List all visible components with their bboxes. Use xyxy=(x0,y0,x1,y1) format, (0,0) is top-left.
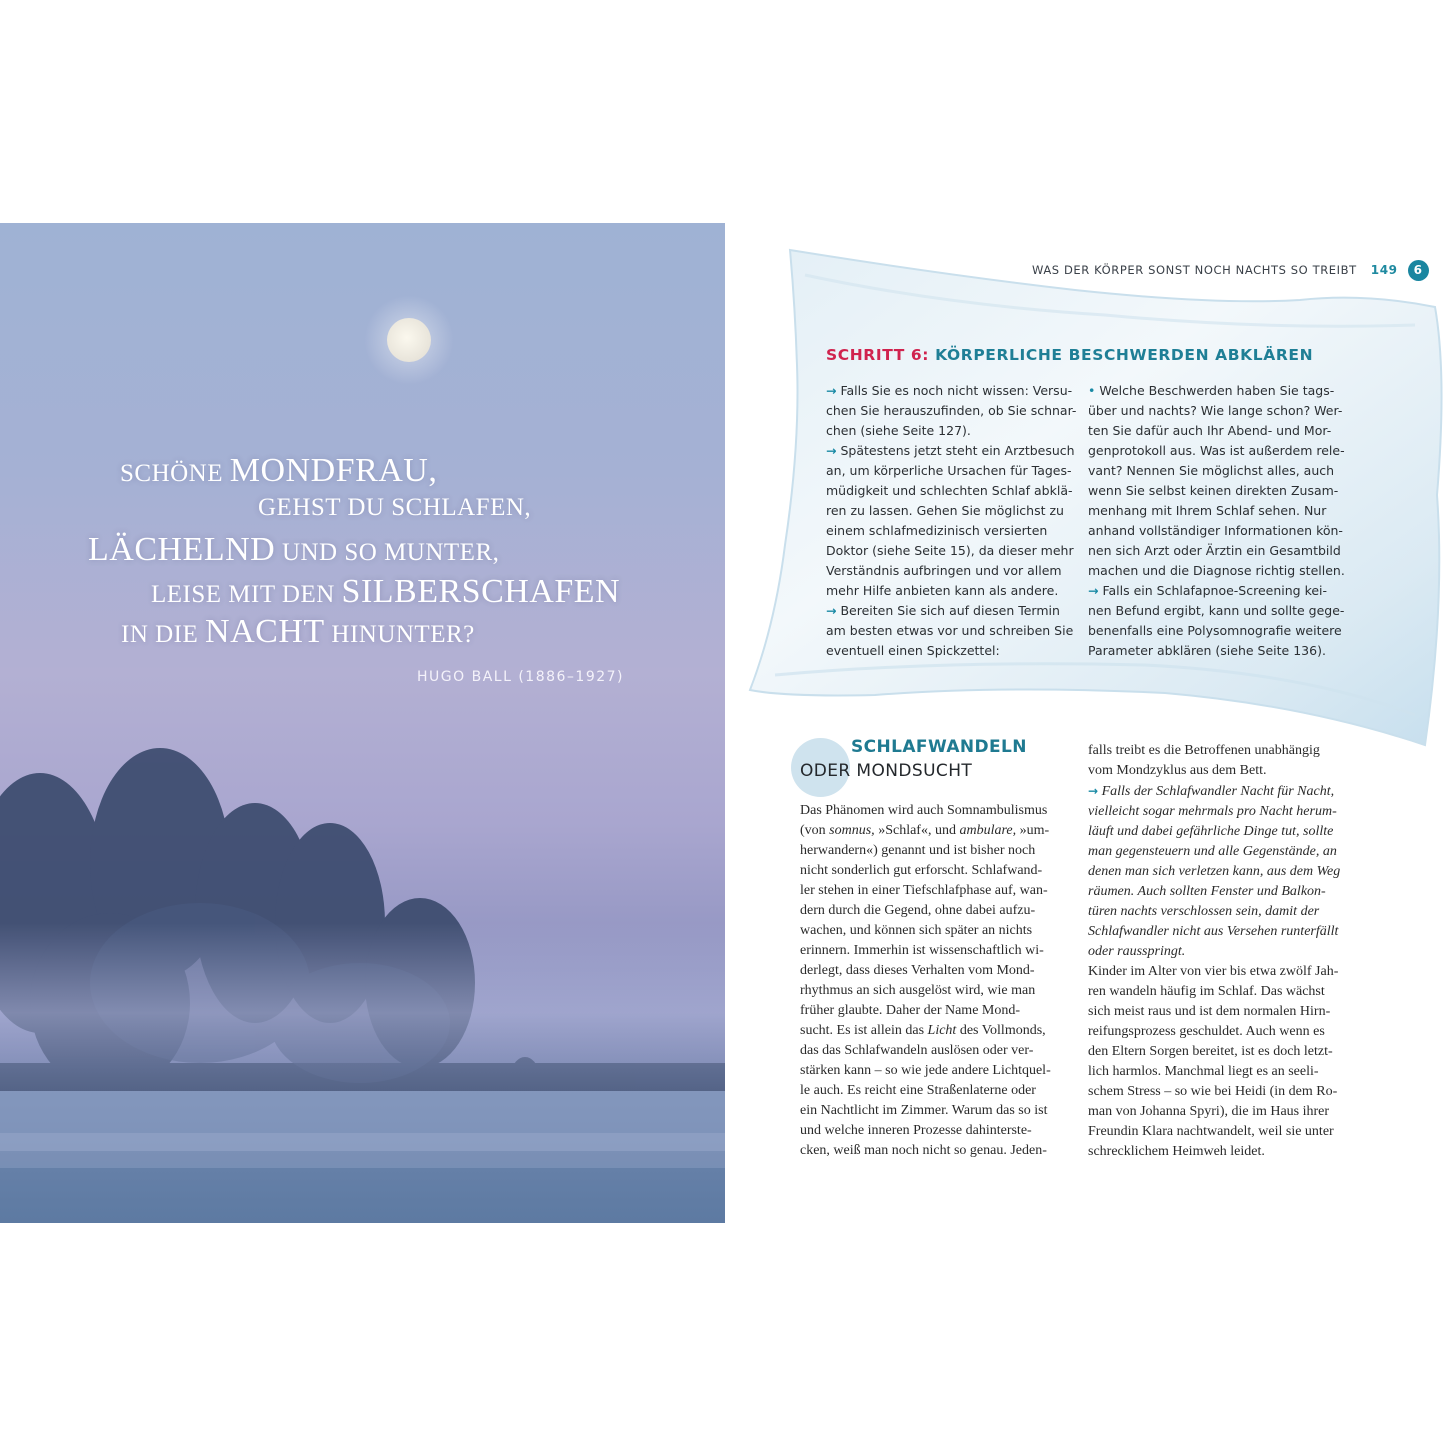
text-line xyxy=(1088,421,1352,441)
line-emphasis: somnus, xyxy=(829,823,875,838)
line-text: sich meist raus und ist dem normalen Hirn- xyxy=(1088,1004,1331,1019)
line-text: »um- xyxy=(1016,823,1050,838)
line-text: »Schlaf«, und xyxy=(874,823,960,838)
text-line xyxy=(800,841,1072,861)
line-text: stärken kann – so wie jede andere Lichtquel- xyxy=(800,1063,1051,1078)
line-emphasis: Licht xyxy=(927,1023,957,1038)
text-line xyxy=(1088,842,1360,862)
text-line xyxy=(800,1061,1072,1081)
text-line xyxy=(1088,1062,1360,1082)
line-text: das das Schlafwandeln auslösen oder ver- xyxy=(800,1043,1034,1058)
text-line xyxy=(1088,521,1352,541)
line-emphasis: Falls der Schlafwandler Nacht für Nacht, xyxy=(1101,784,1335,799)
text-line xyxy=(800,821,1072,841)
line-text: reifungsprozess geschuldet. Auch wenn es xyxy=(1088,1024,1325,1039)
line-text: rhythmus an sich ausgelöst wird, wie man xyxy=(800,983,1036,998)
text-line xyxy=(1088,1082,1360,1102)
line-text: Verständnis aufbringen und vor allem xyxy=(826,563,1062,578)
running-header xyxy=(1032,262,1429,278)
line-emphasis: vielleicht sogar mehrmals pro Nacht herum- xyxy=(1088,804,1337,819)
arrow-icon: → xyxy=(826,603,837,618)
page-number: 149 xyxy=(1370,263,1398,277)
poem-author: HUGO BALL (1886–1927) xyxy=(417,669,625,685)
text-line xyxy=(826,601,1090,621)
text-line xyxy=(1088,802,1360,822)
text-line xyxy=(800,1041,1072,1061)
text-line xyxy=(1088,501,1352,521)
line-text: und welche inneren Prozesse dahinterste- xyxy=(800,1123,1032,1138)
text-line xyxy=(826,581,1090,601)
line-text: vom Mondzyklus aus dem Bett. xyxy=(1088,763,1267,778)
line-text: Doktor (siehe Seite 15), da dieser mehr xyxy=(826,543,1074,558)
text-line xyxy=(800,921,1072,941)
body-column-2 xyxy=(1088,741,1360,1162)
line-emphasis: räumen. Auch sollten Fenster und Balkon- xyxy=(1088,884,1326,899)
text-line xyxy=(800,1101,1072,1121)
arrow-icon: → xyxy=(826,383,837,398)
line-text: Falls Sie es noch nicht wissen: Versu- xyxy=(840,383,1073,398)
line-text: schem Stress – so wie bei Heidi (in dem Ro- xyxy=(1088,1084,1338,1099)
line-text: cken, weiß man noch nicht so genau. Jeden- xyxy=(800,1143,1047,1158)
text-line xyxy=(800,1001,1072,1021)
line-text: Welche Beschwerden haben Sie tags- xyxy=(1099,383,1335,398)
text-line xyxy=(800,961,1072,981)
text-line xyxy=(1088,822,1360,842)
line-text: (von xyxy=(800,823,830,838)
text-line xyxy=(826,501,1090,521)
arrow-icon: → xyxy=(826,443,837,458)
line-text: nen Befund ergibt, kann und sollte gege- xyxy=(1088,603,1345,618)
text-line xyxy=(1088,1022,1360,1042)
text-line xyxy=(1088,962,1360,982)
line-emphasis: denen man sich verletzen kann, aus dem Weg xyxy=(1088,864,1341,879)
line-text: sucht. Es ist allein das xyxy=(800,1023,928,1038)
text-line xyxy=(800,1021,1072,1041)
text-line xyxy=(826,621,1090,641)
line-text: nicht sonderlich gut erforscht. Schlafwand- xyxy=(800,863,1043,878)
line-text: ren wandeln häufig im Schlaf. Das wächst xyxy=(1088,984,1325,999)
line-text: wenn Sie selbst keinen direkten Zusam- xyxy=(1088,483,1339,498)
section-subtitle: ODER MONDSUCHT xyxy=(800,761,973,781)
line-emphasis: ambulare, xyxy=(959,823,1017,838)
text-line xyxy=(800,941,1072,961)
poem-line-5: IN DIE NACHT HINUNTER? xyxy=(121,613,475,650)
line-text: den Eltern Sorgen bereitet, ist es doch letzt- xyxy=(1088,1044,1333,1059)
line-emphasis: Schlafwandler nicht aus Versehen runterfällt xyxy=(1088,924,1339,939)
text-line xyxy=(1088,1042,1360,1062)
text-line xyxy=(826,401,1090,421)
poem xyxy=(0,223,725,1223)
text-line xyxy=(1088,461,1352,481)
text-line xyxy=(800,1121,1072,1141)
text-line xyxy=(826,481,1090,501)
text-line xyxy=(1088,1002,1360,1022)
line-text: menhang mit Ihrem Schlaf sehen. Nur xyxy=(1088,503,1327,518)
line-text: anhand vollständiger Informationen kön- xyxy=(1088,523,1343,538)
text-line xyxy=(1088,641,1352,661)
text-line xyxy=(1088,1142,1360,1162)
text-line xyxy=(826,641,1090,661)
text-line xyxy=(1088,1102,1360,1122)
line-text: chen Sie herauszufinden, ob Sie schnar- xyxy=(826,403,1077,418)
line-text: chen (siehe Seite 127). xyxy=(826,423,971,438)
text-line xyxy=(1088,862,1360,882)
line-text: am besten etwas vor und schreiben Sie xyxy=(826,623,1074,638)
text-line xyxy=(1088,761,1360,781)
text-line xyxy=(826,441,1090,461)
text-line xyxy=(1088,882,1360,902)
line-emphasis: man gegensteuern und alle Gegenstände, an xyxy=(1088,844,1337,859)
line-text: Parameter abklären (siehe Seite 136). xyxy=(1088,643,1326,658)
box-column-right xyxy=(1088,381,1352,661)
text-line xyxy=(826,541,1090,561)
text-line xyxy=(1088,601,1352,621)
line-text: benenfalls eine Polysomnografie weitere xyxy=(1088,623,1342,638)
line-text: an, um körperliche Ursachen für Tages- xyxy=(826,463,1072,478)
line-text: lich harmlos. Manchmal liegt es an seeli- xyxy=(1088,1064,1319,1079)
text-line xyxy=(1088,441,1352,461)
chapter-badge: 6 xyxy=(1408,260,1429,281)
text-line xyxy=(800,861,1072,881)
line-text: wachen, und können sich später an nichts xyxy=(800,923,1033,938)
text-line xyxy=(800,1081,1072,1101)
cover-photo xyxy=(0,223,725,1223)
line-text: Spätestens jetzt steht ein Arztbesuch xyxy=(840,443,1075,458)
line-text: man von Johanna Spyri), die im Haus ihrer xyxy=(1088,1104,1330,1119)
text-line xyxy=(826,561,1090,581)
text-line xyxy=(1088,581,1352,601)
line-text: mehr Hilfe anbieten kann als andere. xyxy=(826,583,1059,598)
line-text: ler stehen in einer Tiefschlafphase auf, wan- xyxy=(800,883,1048,898)
line-text: einem schlafmedizinisch versierten xyxy=(826,523,1048,538)
text-line xyxy=(800,1141,1072,1161)
line-text: Das Phänomen wird auch Somnambulismus xyxy=(800,803,1048,818)
line-text: dern durch die Gegend, ohne dabei aufzu- xyxy=(800,903,1036,918)
bullet-icon: • xyxy=(1088,383,1096,398)
box-column-left xyxy=(826,381,1090,661)
line-text: früher glaubte. Daher der Name Mond- xyxy=(800,1003,1021,1018)
poem-line-1: SCHÖNE MONDFRAU, xyxy=(120,452,438,489)
line-text: genprotokoll aus. Was ist außerdem rele- xyxy=(1088,443,1345,458)
line-emphasis: läuft und dabei gefährliche Dinge tut, sollte xyxy=(1088,824,1334,839)
text-line xyxy=(1088,621,1352,641)
line-emphasis: oder rausspringt. xyxy=(1088,944,1186,959)
poem-line-4: LEISE MIT DEN SILBERSCHAFEN xyxy=(151,573,621,610)
line-text: nen sich Arzt oder Ärztin ein Gesamtbild xyxy=(1088,543,1341,558)
text-line xyxy=(1088,922,1360,942)
box-step-label: SCHRITT 6: xyxy=(826,346,930,364)
text-line xyxy=(1088,781,1360,802)
text-line xyxy=(1088,561,1352,581)
text-line xyxy=(1088,1122,1360,1142)
line-text: Falls ein Schlafapnoe-Screening kei- xyxy=(1102,583,1328,598)
line-text: erinnern. Immerhin ist wissenschaftlich wi- xyxy=(800,943,1044,958)
text-line xyxy=(1088,481,1352,501)
line-text: ren zu lassen. Gehen Sie möglichst zu xyxy=(826,503,1064,518)
line-text: vant? Nennen Sie möglichst alles, auch xyxy=(1088,463,1335,478)
line-text: ein Nachtlicht im Zimmer. Warum das so ist xyxy=(800,1103,1048,1118)
line-text: über und nachts? Wie lange schon? Wer- xyxy=(1088,403,1343,418)
line-text: Freundin Klara nachtwandelt, weil sie unter xyxy=(1088,1124,1334,1139)
poem-line-3: LÄCHELND UND SO MUNTER, xyxy=(88,531,500,568)
line-text: derlegt, dass dieses Verhalten vom Mond- xyxy=(800,963,1035,978)
text-line xyxy=(800,881,1072,901)
text-line xyxy=(800,901,1072,921)
text-line xyxy=(1088,381,1352,401)
box-title xyxy=(826,346,1313,364)
line-text: Bereiten Sie sich auf diesen Termin xyxy=(840,603,1060,618)
text-line xyxy=(826,421,1090,441)
line-text: ten Sie dafür auch Ihr Abend- und Mor- xyxy=(1088,423,1332,438)
section-title: SCHLAFWANDELN xyxy=(851,737,1027,757)
box-title-text: KÖRPERLICHE BESCHWERDEN ABKLÄREN xyxy=(935,346,1314,364)
arrow-icon: → xyxy=(1088,784,1099,798)
line-text: le auch. Es reicht eine Straßenlaterne oder xyxy=(800,1083,1036,1098)
line-text: herwandern«) genannt und ist bisher noch xyxy=(800,843,1036,858)
text-line xyxy=(1088,902,1360,922)
line-text: müdigkeit und schlechten Schlaf abklä- xyxy=(826,483,1073,498)
arrow-icon: → xyxy=(1088,583,1099,598)
text-line xyxy=(1088,741,1360,761)
text-line xyxy=(800,801,1072,821)
text-line xyxy=(800,981,1072,1001)
text-line xyxy=(1088,942,1360,962)
text-line xyxy=(826,461,1090,481)
line-text: Kinder im Alter von vier bis etwa zwölf Jah- xyxy=(1088,964,1339,979)
line-text: falls treibt es die Betroffenen unabhängig xyxy=(1088,743,1320,758)
line-emphasis: türen nachts verschlossen sein, damit der xyxy=(1088,904,1320,919)
text-line xyxy=(826,521,1090,541)
running-title: WAS DER KÖRPER SONST NOCH NACHTS SO TREIBT xyxy=(1032,263,1357,277)
poem-line-2: GEHST DU SCHLAFEN, xyxy=(258,494,532,521)
text-line xyxy=(826,381,1090,401)
line-text: machen und die Diagnose richtig stellen. xyxy=(1088,563,1345,578)
text-line xyxy=(1088,541,1352,561)
line-text: des Vollmonds, xyxy=(956,1023,1046,1038)
text-line xyxy=(1088,401,1352,421)
body-column-1 xyxy=(800,801,1072,1161)
line-text: schrecklichem Heimweh leidet. xyxy=(1088,1144,1265,1159)
text-line xyxy=(1088,982,1360,1002)
line-text: eventuell einen Spickzettel: xyxy=(826,643,1000,658)
